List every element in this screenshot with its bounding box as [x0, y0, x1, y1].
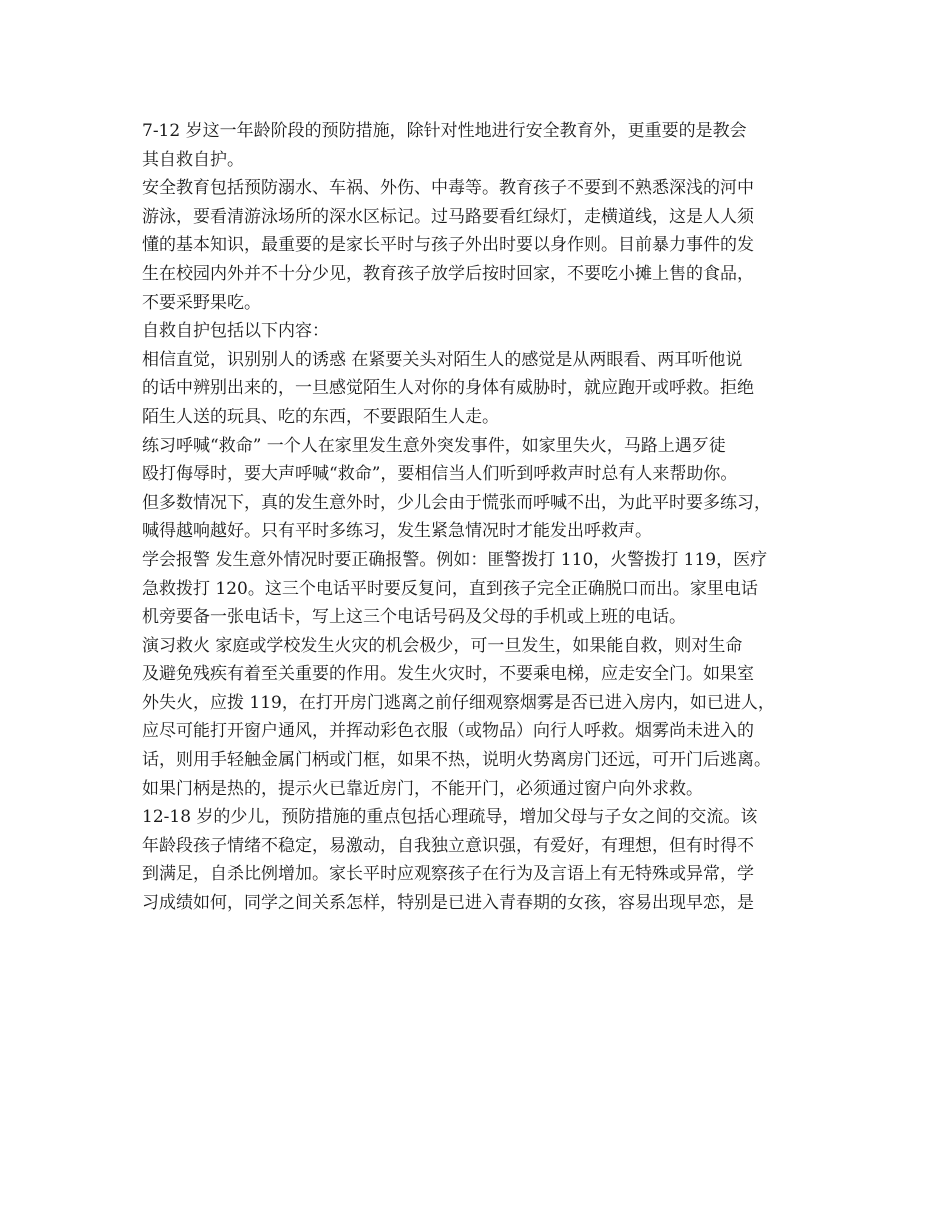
text-line: 其自救自护。: [142, 149, 244, 170]
text-line: 相信直觉，识别别人的诱惑 在紧要关头对陌生人的感觉是从两眼看、两耳听他说: [142, 349, 743, 370]
text-line: 游泳，要看清游泳场所的深水区标记。过马路要看红绿灯，走横道线，这是人人须: [142, 206, 754, 227]
text-line: 殴打侮辱时，要大声呼喊“救命”，要相信当人们听到呼救声时总有人来帮助你。: [142, 464, 738, 485]
text-line: 但多数情况下，真的发生意外时，少儿会由于慌张而呼喊不出，为此平时要多练习，: [142, 492, 771, 513]
text-line: 的话中辨别出来的，一旦感觉陌生人对你的身体有威胁时，就应跑开或呼救。拒绝: [142, 378, 754, 399]
text-line: 如果门柄是热的，提示火已靠近房门，不能开门，必须通过窗户向外求救。: [142, 778, 703, 799]
text-line: 外失火，应拨 119，在打开房门逃离之前仔细观察烟雾是否已进入房内，如已进人，: [142, 692, 775, 713]
text-line: 学会报警 发生意外情况时要正确报警。例如：匪警拨打 110，火警拨打 119，医疗: [142, 549, 768, 570]
text-line: 不要采野果吃。: [142, 292, 261, 313]
text-line: 机旁要备一张电话卡，写上这三个电话号码及父母的手机或上班的电话。: [142, 607, 686, 628]
text-line: 演习救火 家庭或学校发生火灾的机会极少，可一旦发生，如果能自救，则对生命: [142, 635, 743, 656]
text-line: 练习呼喊“救命” 一个人在家里发生意外突发事件，如家里失火，马路上遇歹徒: [142, 435, 726, 456]
text-line: 生在校园内外并不十分少见，教育孩子放学后按时回家，不要吃小摊上售的食品，: [142, 263, 754, 284]
text-line: 习成绩如何，同学之间关系怎样，特别是已进入青春期的女孩，容易出现早恋，是: [142, 893, 754, 914]
text-line: 到满足，自杀比例增加。家长平时应观察孩子在行为及言语上有无特殊或异常，学: [142, 864, 754, 885]
text-line: 陌生人送的玩具、吃的东西，不要跟陌生人走。: [142, 406, 499, 427]
text-line: 安全教育包括预防溺水、车祸、外伤、中毒等。教育孩子不要到不熟悉深浅的河中: [142, 178, 754, 199]
text-line: 12-18 岁的少儿，预防措施的重点包括心理疏导，增加父母与子女之间的交流。该: [142, 807, 758, 828]
text-line: 喊得越响越好。只有平时多练习，发生紧急情况时才能发出呼救声。: [142, 521, 652, 542]
text-line: 自救自护包括以下内容：: [142, 321, 329, 342]
text-line: 及避免残疾有着至关重要的作用。发生火灾时，不要乘电梯，应走安全门。如果室: [142, 664, 754, 685]
text-line: 懂的基本知识，最重要的是家长平时与孩子外出时要以身作则。目前暴力事件的发: [142, 235, 754, 256]
document-body: [142, 117, 832, 918]
text-line: 应尽可能打开窗户通风，并挥动彩色衣服（或物品）向行人呼救。烟雾尚未进入的: [142, 721, 754, 742]
text-line: 7-12 岁这一年龄阶段的预防措施，除针对性地进行安全教育外，更重要的是教会: [142, 121, 747, 141]
text-line: 年龄段孩子情绪不稳定，易激动，自我独立意识强，有爱好，有理想，但有时得不: [142, 835, 754, 856]
text-line: 急救拨打 120。这三个电话平时要反复问，直到孩子完全正确脱口而出。家里电话: [142, 578, 758, 599]
text-line: 话，则用手轻触金属门柄或门框，如果不热，说明火势离房门还远，可开门后逃离。: [142, 750, 771, 771]
